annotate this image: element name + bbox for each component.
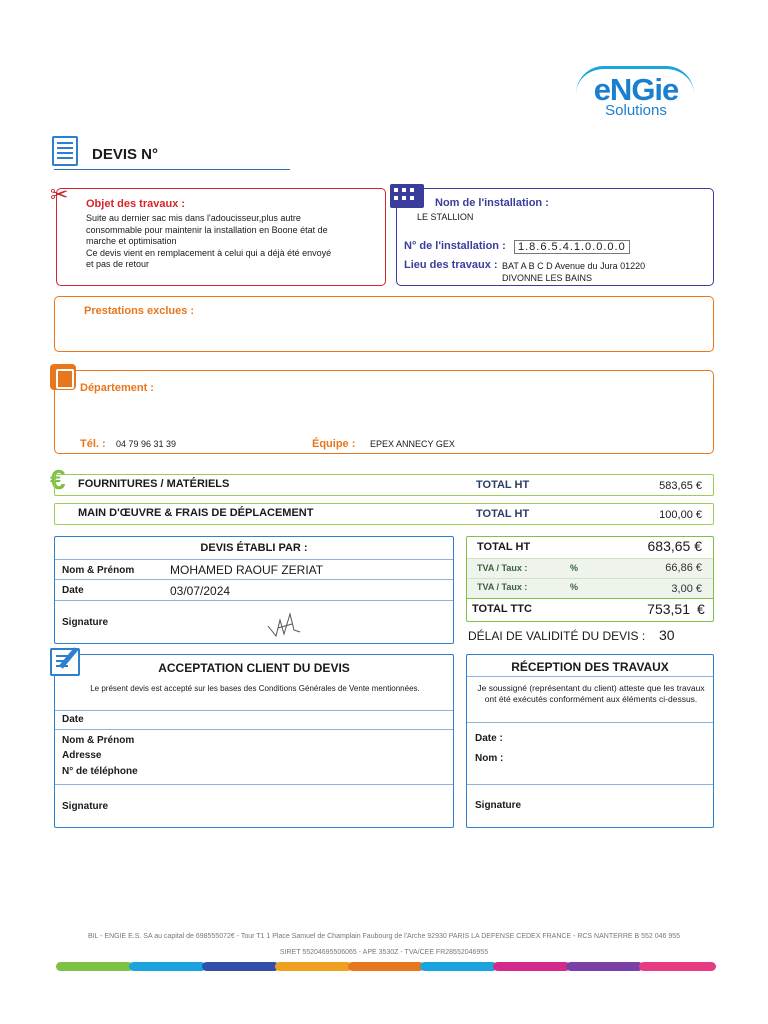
acceptation-divider [55,710,453,711]
etabli-divider [55,559,453,560]
acceptation-adresse-label: Adresse [62,750,102,761]
signature-drawing [264,606,304,640]
logo-subtitle: Solutions [605,102,667,119]
objet-line: consommable pour maintenir la installation en Boone état de [86,224,328,235]
page-title: DEVIS N° [92,146,159,163]
etabli-date-label: Date [62,585,84,596]
color-bar-segment [129,962,206,971]
tools-icon: ✂ [50,182,69,207]
main-oeuvre-total-value: 100,00 € [659,509,702,521]
lieu-address-line1: BAT A B C D Avenue du Jura 01220 [502,261,646,271]
main-oeuvre-label: MAIN D'ŒUVRE & FRAIS DE DÉPLACEMENT [78,507,314,519]
reception-divider [467,722,713,723]
color-bar-segment [56,962,133,971]
tva2-percent: % [570,582,579,592]
objet-line: Ce devis vient en remplacement à celui qui a déjà été envoyé [86,247,332,258]
lieu-address-line2: DIVONNE LES BAINS [502,273,593,283]
validite-value: 30 [659,627,675,643]
color-bar-segment [348,962,425,971]
euro-icon: € [50,464,66,495]
totals-ttc-label: TOTAL TTC [472,603,532,615]
engie-logo [566,66,706,120]
reception-divider [467,784,713,785]
installation-name-value: LE STALLION [417,212,474,222]
document-icon [52,136,78,166]
etabli-title: DEVIS ÉTABLI PAR : [200,542,308,554]
acceptation-signature-label: Signature [62,801,109,812]
logo-wordmark: eNGie [593,72,679,107]
fournitures-total-label: TOTAL HT [476,479,530,491]
footer-legal-line1: BIL - ENGIE E.S. SA au capital de 698555072€ - Tour T1 1 Place Samuel de Champlain Faubourg de l'Arche 92930 PARIS LA DEFENSE CEDEX FRANCE - RCS NANTERRE B 552 046 955 [87,933,681,940]
objet-line: Suite au dernier sac mis dans l'adoucisseur,plus autre [86,213,301,223]
etabli-divider [55,579,453,580]
reception-nom-label: Nom : [475,753,504,764]
departement-label: Département : [80,382,154,394]
totals-ttc-value: 753,51 [647,601,690,617]
reception-text: Je soussigné (représentant du client) atteste que les travaux ont été exécutés conformément aux éléments ci-dessus. [477,683,705,704]
color-bar-segment [420,962,497,971]
objet-line: et pas de retour [86,259,150,269]
building-icon [390,184,424,208]
prestations-label: Prestations exclues : [84,305,195,317]
equipe-label: Équipe : [312,438,356,450]
etabli-date-value: 03/07/2024 [170,584,231,598]
acceptation-title: ACCEPTATION CLIENT DU DEVIS [158,661,350,675]
footer-legal-line2: SIRET 55204695506065 - APE 3530Z - TVA/CEE FR28552046955 [279,949,489,956]
departement-icon [50,364,76,390]
totals-ht-label: TOTAL HT [477,541,531,553]
totals-ttc-currency: € [697,601,705,617]
color-bar-segment [275,962,352,971]
main-oeuvre-total-label: TOTAL HT [476,508,530,520]
etabli-signature-label: Signature [62,617,109,628]
tel-value: 04 79 96 31 39 [116,439,177,449]
lieu-label: Lieu des travaux : [404,259,498,271]
color-bar-segment [493,962,570,971]
footer-color-bar [56,962,712,971]
fournitures-label: FOURNITURES / MATÉRIELS [78,478,230,490]
installation-number-value: 1.8.6.5.4.1.0.0.0.0 [514,240,630,254]
acceptation-divider [55,729,453,730]
acceptation-tel-label: N° de téléphone [62,766,138,777]
acceptation-text: Le présent devis est accepté sur les bases des Conditions Générales de Vente mentionnées. [90,684,420,693]
color-bar-segment [202,962,279,971]
fournitures-total-value: 583,65 € [659,480,702,492]
acceptation-divider [55,784,453,785]
objet-label: Objet des travaux : [86,198,186,210]
tva1-label: TVA / Taux : [477,563,528,573]
objet-text [86,213,376,271]
totals-divider [467,598,713,599]
totals-ht-value: 683,65 € [647,538,702,554]
etabli-nom-value: MOHAMED RAOUF ZERIAT [170,563,324,577]
totals-divider [467,558,713,559]
equipe-value: EPEX ANNECY GEX [370,439,455,449]
tva1-percent: % [570,563,579,573]
reception-title: RÉCEPTION DES TRAVAUX [511,660,669,674]
installation-name-label: Nom de l'installation : [435,197,549,209]
reception-divider [467,676,713,677]
acceptation-date-label: Date [62,714,84,725]
color-bar-segment [639,962,716,971]
tva1-value: 66,86 € [665,562,702,574]
tva2-value: 3,00 € [671,583,702,595]
objet-line: marche et optimisation [86,236,177,246]
etabli-divider [55,600,453,601]
color-bar-segment [566,962,643,971]
validite-label: DÉLAI DE VALIDITÉ DU DEVIS : [468,629,646,643]
tel-label: Tél. : [80,438,106,450]
title-divider [54,169,290,170]
acceptation-nom-label: Nom & Prénom [62,735,135,746]
etabli-nom-label: Nom & Prénom [62,565,135,576]
reception-date-label: Date : [475,733,503,744]
reception-signature-label: Signature [475,800,522,811]
totals-divider [467,578,713,579]
tva2-label: TVA / Taux : [477,582,528,592]
installation-number-label: N° de l'installation : [404,240,506,252]
